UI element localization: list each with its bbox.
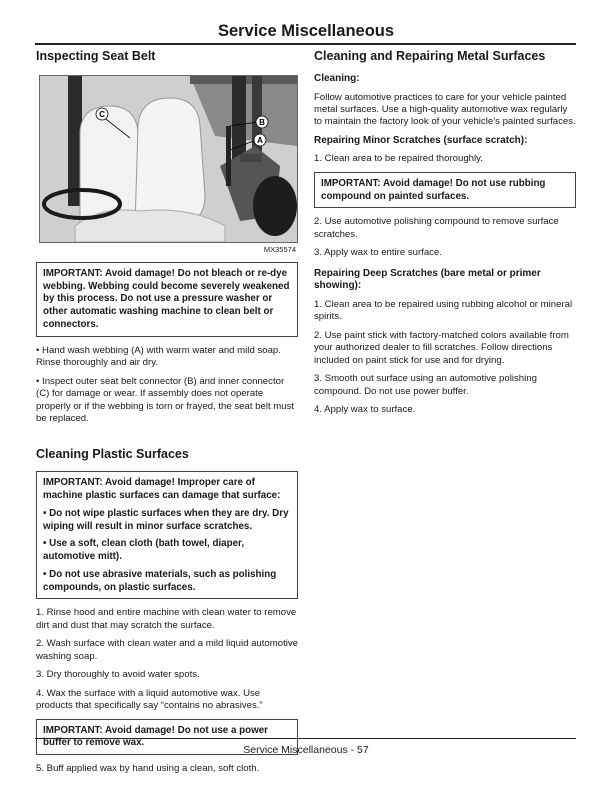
plastic-important-line-3: • Use a soft, clean cloth (bath towel, diaper, automotive mitt). — [43, 538, 245, 563]
minor-step-1: 1. Clean area to be repaired thoroughly. — [314, 153, 483, 165]
wax-important-text: IMPORTANT: Avoid damage! Do not use a power buffer to remove wax. — [43, 724, 268, 749]
seatbelt-photo-illustration — [40, 76, 297, 242]
seatbelt-photo — [39, 75, 298, 243]
seatbelt-bullet-2: • Inspect outer seat belt connector (B) and inner connector (C) for damage or wear. If assembly does not operate properly or if the webbing is torn or frayed, the seat belt must be replaced. — [36, 375, 295, 425]
deep-scratches-subheading: Repairing Deep Scratches (bare metal or primer showing): — [314, 267, 541, 292]
rubbing-important-box — [314, 172, 576, 208]
footer-rule — [35, 738, 576, 739]
plastic-important-line-4: • Do not use abrasive materials, such as polishing compounds, on plastic surfaces. — [43, 568, 277, 593]
plastic-important-line-1: IMPORTANT: Avoid damage! Improper care of machine plastic surfaces can damage that surface: — [43, 477, 281, 502]
page-title: Service Miscellaneous — [217, 22, 395, 40]
seatbelt-bullet-1: • Hand wash webbing (A) with warm water and mild soap. Rinse thoroughly and air dry. — [36, 344, 281, 369]
plastic-step-4: 4. Wax the surface with a liquid automotive wax. Use products that specifically say “contains no abrasives.” — [36, 687, 263, 712]
minor-step-2: 2. Use automotive polishing compound to remove surface scratches. — [314, 216, 559, 240]
left-column — [36, 49, 298, 782]
plastic-step-2: 2. Wash surface with clean water and a mild liquid automotive washing soap. — [36, 638, 299, 662]
rubbing-important-text: IMPORTANT: Avoid damage! Do not use rubbing compound on painted surfaces. — [321, 177, 546, 202]
header-rule — [35, 43, 576, 45]
plastic-important-line-2: • Do not wipe plastic surfaces when they are dry. Dry wiping will result in minor surface scratches. — [43, 507, 289, 532]
callout-c: C — [99, 110, 105, 119]
callout-b: B — [259, 118, 265, 127]
deep-step-4: 4. Apply wax to surface. — [314, 404, 416, 416]
figure-caption: MX35574 — [263, 245, 296, 254]
seatbelt-important-box — [36, 262, 298, 337]
seatbelt-heading: Inspecting Seat Belt — [36, 49, 156, 63]
deep-step-1: 1. Clean area to be repaired using rubbing alcohol or mineral spirits. — [314, 298, 573, 323]
callout-a: A — [257, 136, 263, 145]
seatbelt-important-text: IMPORTANT: Avoid damage! Do not bleach or re-dye webbing. Webbing could become severely weakened by this process. Do not use a pressure washer or other automatic washing machine to clean belt or connectors. — [43, 268, 290, 330]
metal-heading: Cleaning and Repairing Metal Surfaces — [314, 49, 546, 63]
minor-scratches-subheading: Repairing Minor Scratches (surface scratch): — [314, 134, 528, 146]
plastic-step-5: 5. Buff applied wax by hand using a clean, soft cloth. — [36, 763, 260, 775]
plastic-important-box — [36, 471, 298, 599]
plastic-step-3: 3. Dry thoroughly to avoid water spots. — [36, 669, 200, 681]
plastic-heading: Cleaning Plastic Surfaces — [36, 447, 189, 462]
right-column — [314, 49, 576, 423]
deep-step-2: 2. Use paint stick with factory-matched colors available from your authorized dealer to fill scratches. Follow directions included on paint stick for use and for drying. — [314, 329, 569, 366]
cleaning-text: Follow automotive practices to care for your vehicle painted metal surfaces. Use a high-quality automotive wax regularly to maintain the factory look of your vehicle’s painted surfaces. — [314, 91, 576, 128]
page-footer: Service Miscellaneous - 57 — [243, 744, 369, 756]
minor-step-3: 3. Apply wax to entire surface. — [314, 247, 442, 259]
plastic-step-1: 1. Rinse hood and entire machine with clean water to remove dirt and dust that may scratch the surface. — [36, 607, 297, 631]
cleaning-subheading: Cleaning: — [314, 73, 360, 84]
deep-step-3: 3. Smooth out surface using an automotive polishing compound. Do not use power buffer. — [314, 373, 537, 397]
